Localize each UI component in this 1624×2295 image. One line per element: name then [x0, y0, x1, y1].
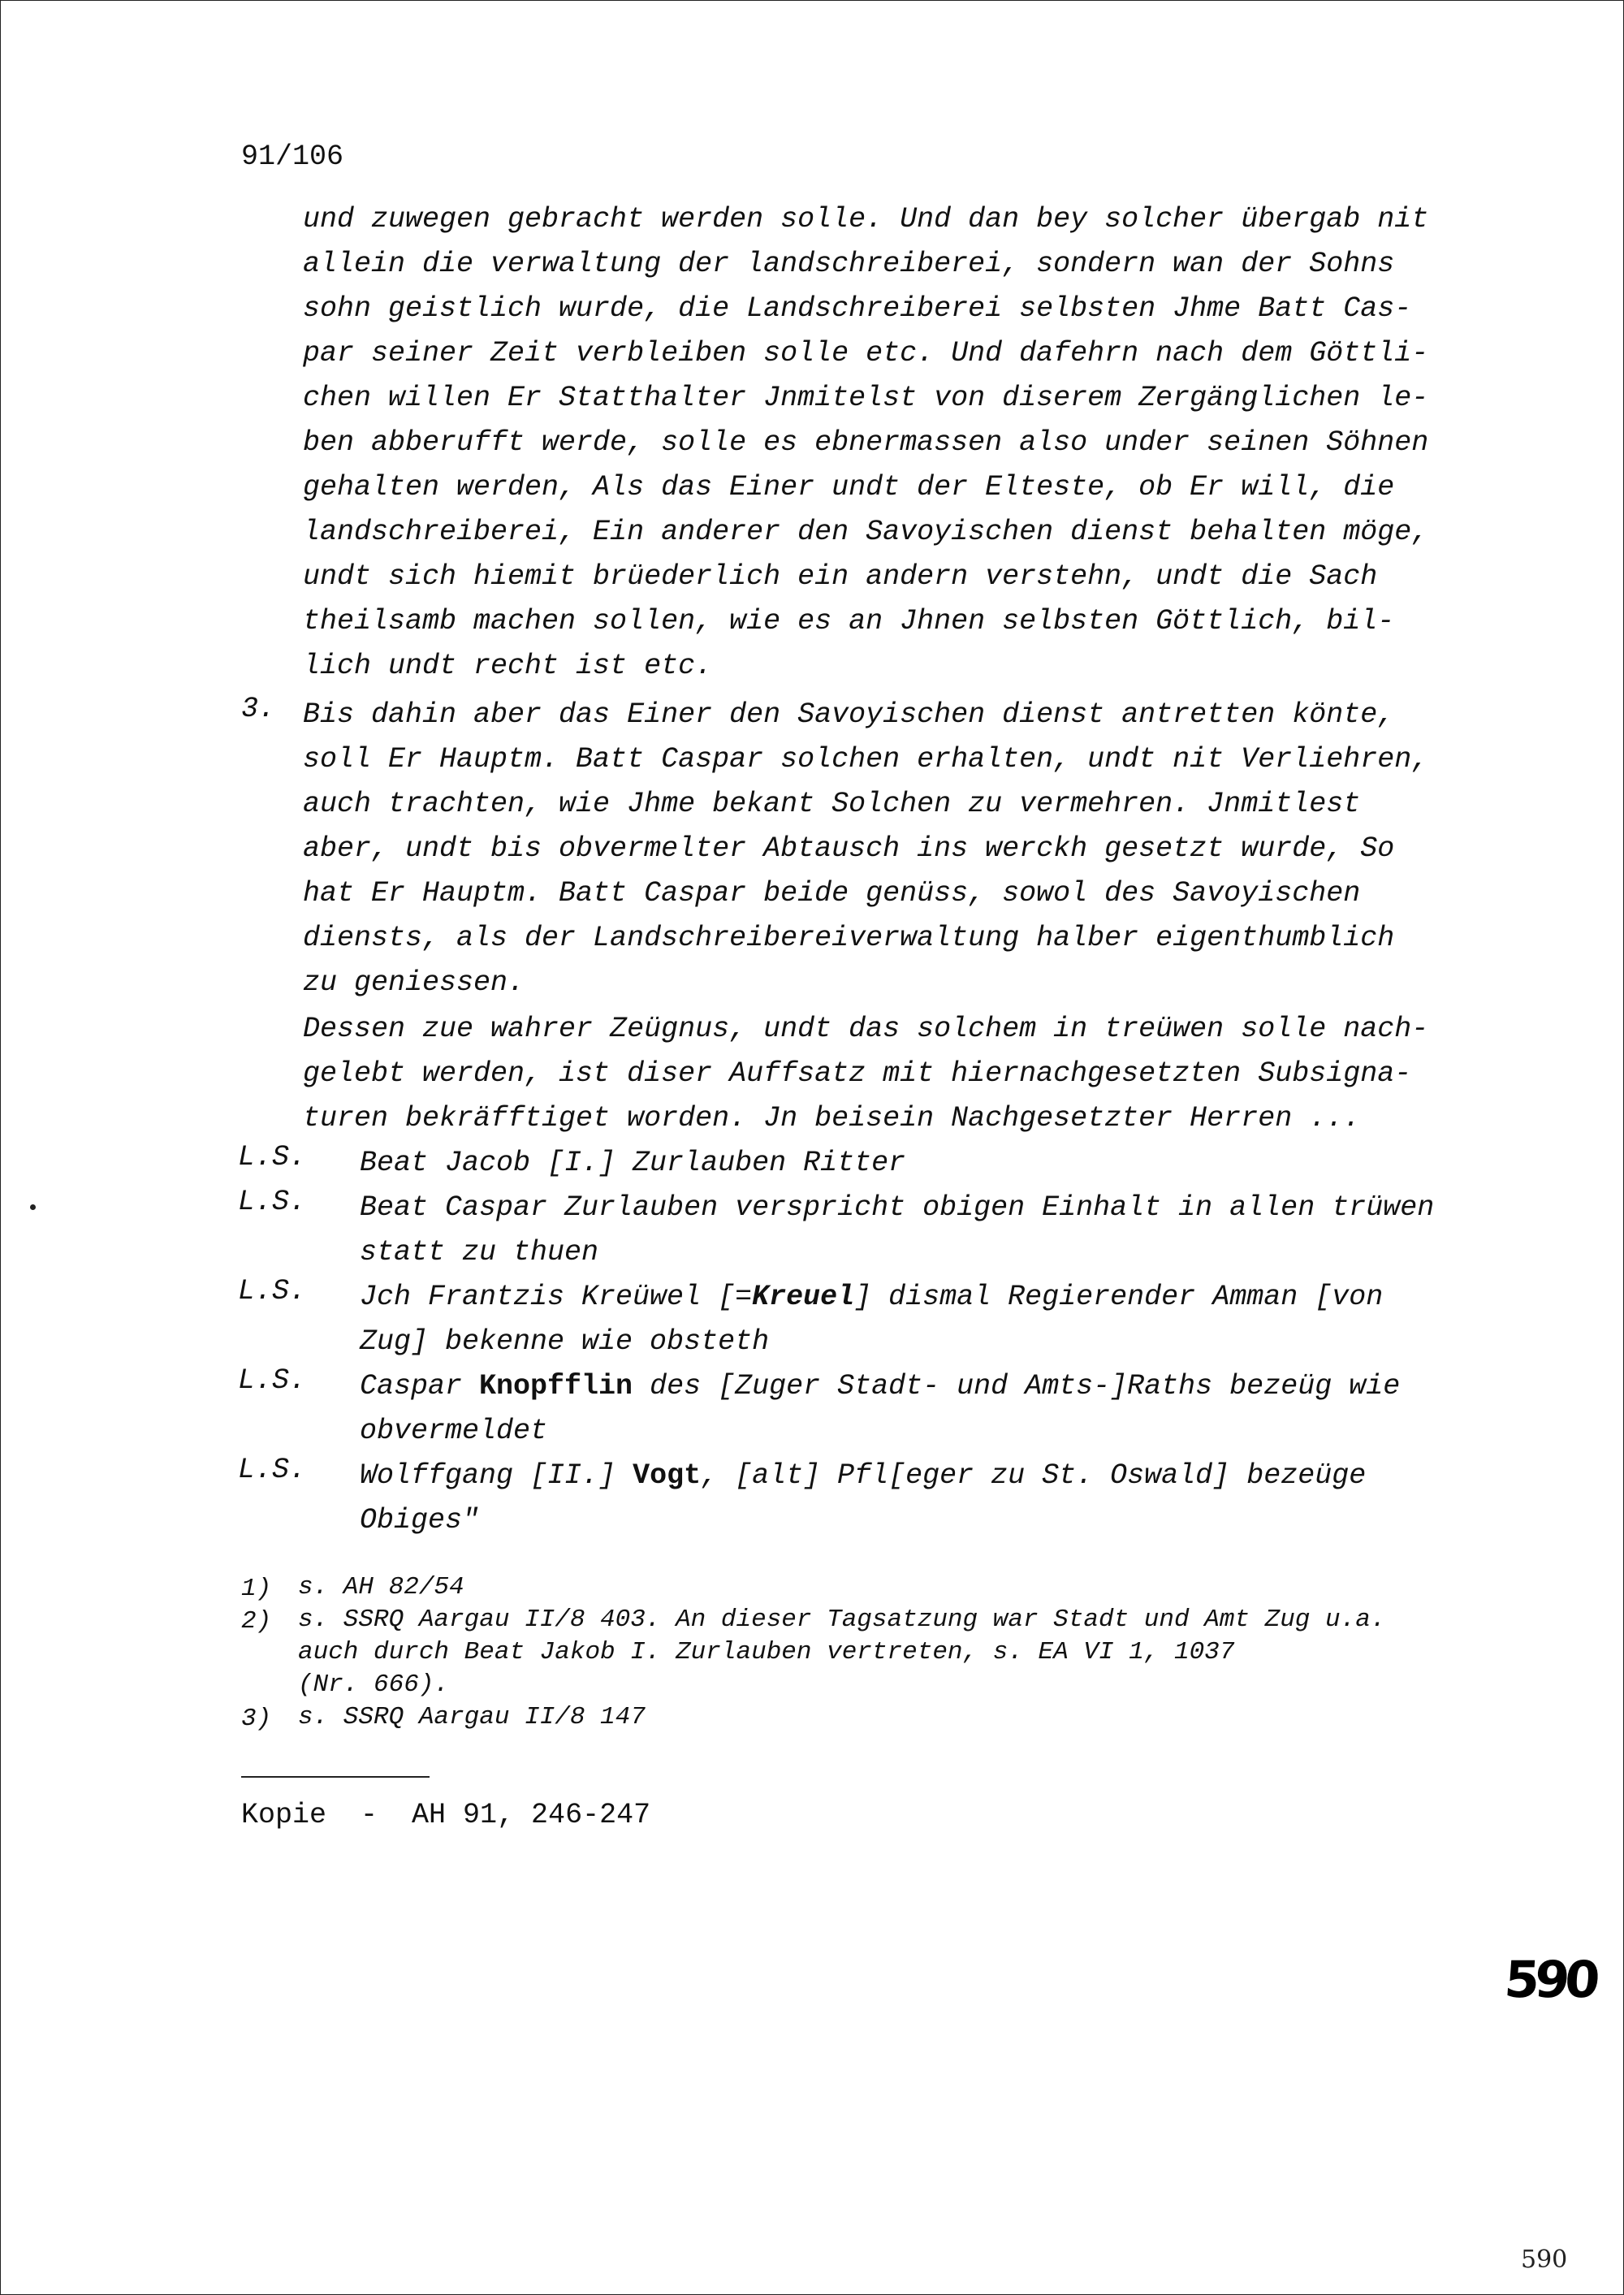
seal-label: L.S.	[238, 1186, 307, 1218]
text-line: turen bekräfftiget worden. Jn beisein Nachgesetzter Herren ...	[303, 1102, 1361, 1135]
footnote-line: auch durch Beat Jakob I. Zurlauben vertreten, s. EA VI 1, 1037	[298, 1638, 1235, 1666]
text-line: und zuwegen gebracht werden solle. Und dan bey solcher übergab nit	[303, 203, 1429, 236]
text-line: lich undt recht ist etc.	[303, 650, 713, 682]
signature-bold-name: Vogt	[633, 1459, 702, 1492]
text-line: auch trachten, wie Jhme bekant Solchen zu vermehren. Jnmitlest	[303, 788, 1361, 820]
seal-label: L.S.	[238, 1364, 307, 1397]
text-line: gehalten werden, Als das Einer undt der Elteste, ob Er will, die	[303, 471, 1395, 504]
text-line: undt sich hiemit brüederlich ein andern verstehn, undt die Sach	[303, 560, 1378, 593]
signature-text: Caspar	[360, 1370, 480, 1402]
text-line: Bis dahin aber das Einer den Savoyischen dienst antretten könte,	[303, 698, 1395, 731]
closing-paragraph	[303, 1007, 1505, 1141]
text-line: Dessen zue wahrer Zeügnus, undt das solchem in treüwen solle nach-	[303, 1013, 1429, 1045]
text-line: par seiner Zeit verbleiben solle etc. Und dafehrn nach dem Göttli-	[303, 337, 1429, 370]
signature-line	[360, 1454, 1513, 1498]
seal-label: L.S.	[238, 1141, 307, 1173]
text-line: aber, undt bis obvermelter Abtausch ins werckh gesetzt wurde, So	[303, 832, 1395, 865]
text-line: diensts, als der Landschreibereiverwaltung halber eigenthumblich	[303, 922, 1395, 954]
footnote-line: s. SSRQ Aargau II/8 403. An dieser Tagsatzung war Stadt und Amt Zug u.a.	[298, 1606, 1386, 1634]
text-line: zu geniessen.	[303, 966, 525, 999]
footnote-line: (Nr. 666).	[298, 1670, 450, 1699]
text-line: landschreiberei, Ein anderer den Savoyischen dienst behalten möge,	[303, 516, 1429, 548]
signature-entry	[360, 1141, 1513, 1186]
footnote-line: s. SSRQ Aargau II/8 147	[298, 1703, 646, 1731]
page-stamp-number: 590	[1502, 1950, 1597, 2009]
intro-paragraph	[303, 197, 1505, 689]
page-reference: 91/106	[241, 140, 344, 173]
item-number: 3.	[241, 693, 276, 725]
footnote-number: 3)	[241, 1705, 272, 1733]
signature-entry	[360, 1454, 1513, 1543]
signature-text: Wolffgang [II.]	[360, 1459, 633, 1492]
signature-line: statt zu thuen	[360, 1236, 599, 1269]
seal-label: L.S.	[238, 1454, 307, 1486]
signature-entry	[360, 1186, 1513, 1275]
signature-line: Beat Jacob [I.] Zurlauben Ritter	[360, 1147, 906, 1179]
signature-text: , [alt] Pfl[eger zu St. Oswald] bezeüge	[701, 1459, 1367, 1492]
signature-line	[360, 1275, 1513, 1320]
signature-text: ] dismal Regierender Amman [von	[854, 1281, 1384, 1313]
seal-label: L.S.	[238, 1275, 307, 1307]
footnote-text	[298, 1604, 1385, 1701]
footnote-text	[298, 1571, 464, 1604]
signature-line: obvermeldet	[360, 1415, 548, 1447]
item-3-paragraph	[303, 693, 1505, 1005]
signature-line: Obiges"	[360, 1504, 480, 1536]
footnote-line: s. AH 82/54	[298, 1573, 464, 1601]
text-line: allein die verwaltung der landschreiberei, sondern wan der Sohns	[303, 248, 1395, 280]
text-line: chen willen Er Statthalter Jnmitelst von diserem Zergänglichen le-	[303, 382, 1429, 414]
footnote-number: 1)	[241, 1575, 272, 1603]
signature-text: des [Zuger Stadt- und Amts-]Raths bezeüg wie	[633, 1370, 1401, 1402]
footnote-number: 2)	[241, 1607, 272, 1636]
signature-bold-name: Kreuel	[752, 1281, 855, 1313]
text-line: hat Er Hauptm. Batt Caspar beide genüss, sowol des Savoyischen	[303, 877, 1361, 910]
text-line: ben abberufft werde, solle es ebnermassen also under seinen Söhnen	[303, 426, 1429, 459]
signature-text: Jch Frantzis Kreüwel [=	[360, 1281, 753, 1313]
signature-line: Zug] bekenne wie obsteth	[360, 1325, 770, 1358]
signature-line: Beat Caspar Zurlauben verspricht obigen Einhalt in allen trüwen	[360, 1191, 1435, 1224]
text-line: sohn geistlich wurde, die Landschreiberei selbsten Jhme Batt Cas-	[303, 292, 1412, 325]
text-line: gelebt werden, ist diser Auffsatz mit hiernachgesetzten Subsigna-	[303, 1057, 1412, 1090]
source-reference: Kopie - AH 91, 246-247	[241, 1799, 651, 1831]
signature-entry	[360, 1364, 1513, 1454]
signature-line	[360, 1364, 1513, 1409]
footnote-text	[298, 1701, 646, 1734]
text-line: soll Er Hauptm. Batt Caspar solchen erhalten, undt nit Verliehren,	[303, 743, 1429, 776]
margin-dot	[30, 1204, 36, 1210]
signature-bold-name: Knopfflin	[479, 1370, 633, 1402]
signature-entry	[360, 1275, 1513, 1364]
text-line: theilsamb machen sollen, wie es an Jhnen selbsten Göttlich, bil-	[303, 605, 1395, 638]
footnote-divider	[241, 1776, 430, 1778]
handwritten-page-number: 590	[1521, 2245, 1568, 2274]
